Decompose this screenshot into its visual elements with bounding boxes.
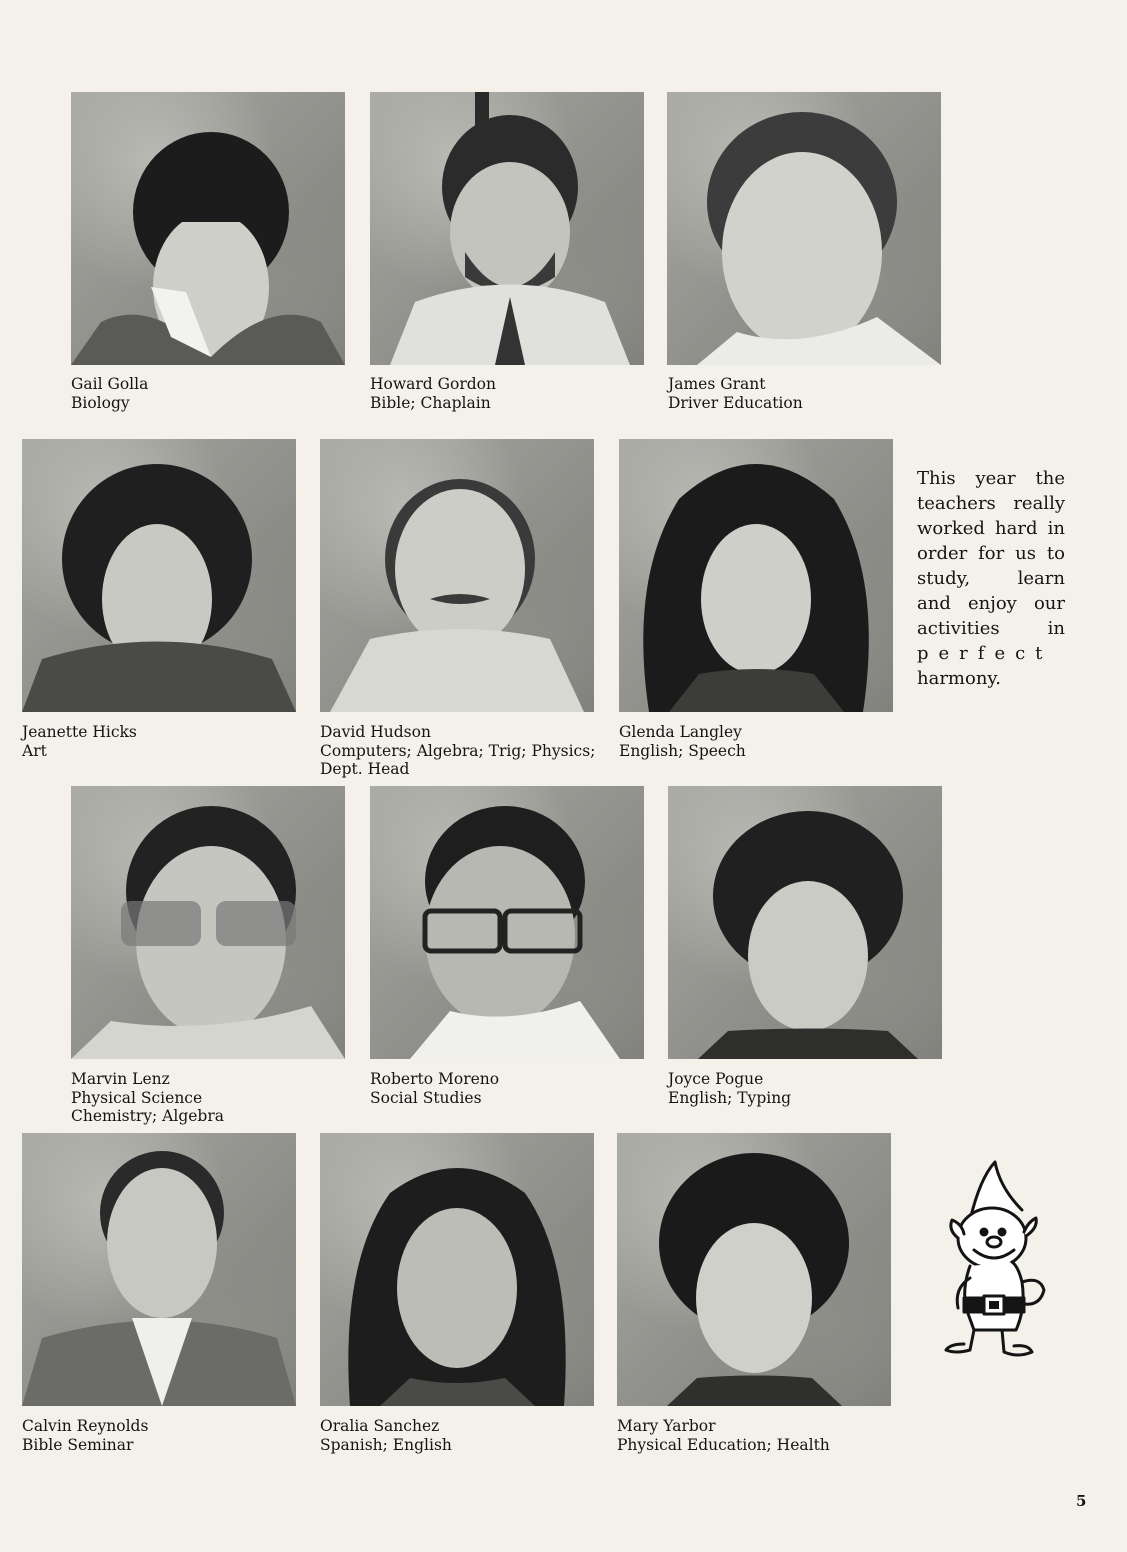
teacher-subjects: Spanish; English xyxy=(320,1435,452,1454)
portrait-silhouette xyxy=(320,1133,594,1406)
teacher-subjects: Bible; Chaplain xyxy=(370,393,491,412)
teacher-subjects: Physical Education; Health xyxy=(617,1435,830,1454)
caption-glenda-langley xyxy=(619,723,746,760)
teacher-subjects: Bible Seminar xyxy=(22,1435,134,1454)
teacher-name: Gail Golla xyxy=(71,375,149,393)
portrait-joyce-pogue xyxy=(668,786,942,1059)
blurb-line: teachers really xyxy=(917,493,1065,514)
teacher-name: Glenda Langley xyxy=(619,723,742,741)
teacher-name: Marvin Lenz xyxy=(71,1070,170,1088)
teacher-name: Calvin Reynolds xyxy=(22,1417,149,1435)
teacher-name: Jeanette Hicks xyxy=(22,723,137,741)
portrait-glenda-langley xyxy=(619,439,893,712)
caption-oralia-sanchez xyxy=(320,1417,452,1454)
caption-joyce-pogue xyxy=(668,1070,791,1107)
teacher-name: Howard Gordon xyxy=(370,375,496,393)
portrait-silhouette xyxy=(667,92,941,365)
blurb-line: harmony. xyxy=(917,668,1001,689)
portrait-jeanette-hicks xyxy=(22,439,296,712)
teacher-subjects: Art xyxy=(22,741,47,760)
teacher-subjects: Physical Science xyxy=(71,1088,203,1107)
portrait-silhouette xyxy=(320,439,594,712)
teacher-subjects: Biology xyxy=(71,393,130,412)
teacher-subjects: Social Studies xyxy=(370,1088,482,1107)
caption-james-grant xyxy=(668,375,803,412)
blurb-line: study, learn xyxy=(917,568,1065,589)
portrait-silhouette xyxy=(370,786,644,1059)
teacher-name: David Hudson xyxy=(320,723,431,741)
portrait-silhouette xyxy=(71,92,345,365)
blurb-line: activities in xyxy=(917,618,1065,639)
portrait-silhouette xyxy=(71,786,345,1059)
portrait-calvin-reynolds xyxy=(22,1133,296,1406)
portrait-oralia-sanchez xyxy=(320,1133,594,1406)
portrait-howard-gordon xyxy=(370,92,644,365)
teacher-subjects: Dept. Head xyxy=(320,760,410,778)
portrait-silhouette xyxy=(617,1133,891,1406)
blurb-line: This year the xyxy=(917,468,1065,489)
blurb-line: and enjoy our xyxy=(917,593,1065,614)
blurb-line: order for us to xyxy=(917,543,1065,564)
portrait-silhouette xyxy=(370,92,644,365)
teacher-name: Oralia Sanchez xyxy=(320,1417,440,1435)
teacher-subjects: Driver Education xyxy=(668,393,803,412)
teacher-name: Roberto Moreno xyxy=(370,1070,500,1088)
teacher-subjects: English; Speech xyxy=(619,741,746,760)
portrait-silhouette xyxy=(668,786,942,1059)
teacher-subjects: Chemistry; Algebra xyxy=(71,1107,224,1125)
teacher-name: Joyce Pogue xyxy=(668,1070,764,1088)
portrait-silhouette xyxy=(22,439,296,712)
blurb-line: perfect xyxy=(917,643,1053,664)
caption-roberto-moreno xyxy=(370,1070,499,1107)
teacher-subjects: Computers; Algebra; Trig; Physics; xyxy=(320,741,596,760)
caption-calvin-reynolds xyxy=(22,1417,148,1454)
caption-david-hudson xyxy=(320,723,595,779)
portrait-silhouette xyxy=(619,439,893,712)
portrait-roberto-moreno xyxy=(370,786,644,1059)
caption-howard-gordon xyxy=(370,375,496,412)
portrait-james-grant xyxy=(667,92,941,365)
portrait-mary-yarbor xyxy=(617,1133,891,1406)
caption-jeanette-hicks xyxy=(22,723,137,760)
teacher-name: Mary Yarbor xyxy=(617,1417,716,1435)
portrait-silhouette xyxy=(22,1133,296,1406)
caption-marvin-lenz xyxy=(71,1070,224,1126)
teacher-subjects: English; Typing xyxy=(668,1088,792,1107)
elf-mascot-icon xyxy=(940,1158,1062,1370)
page-number: 5 xyxy=(1076,1492,1087,1510)
caption-mary-yarbor xyxy=(617,1417,830,1454)
portrait-david-hudson xyxy=(320,439,594,712)
caption-gail-golla xyxy=(71,375,148,412)
blurb-line: worked hard in xyxy=(917,518,1065,539)
teachers-blurb xyxy=(917,466,1065,691)
portrait-gail-golla xyxy=(71,92,345,365)
teacher-name: James Grant xyxy=(668,375,766,393)
portrait-marvin-lenz xyxy=(71,786,345,1059)
